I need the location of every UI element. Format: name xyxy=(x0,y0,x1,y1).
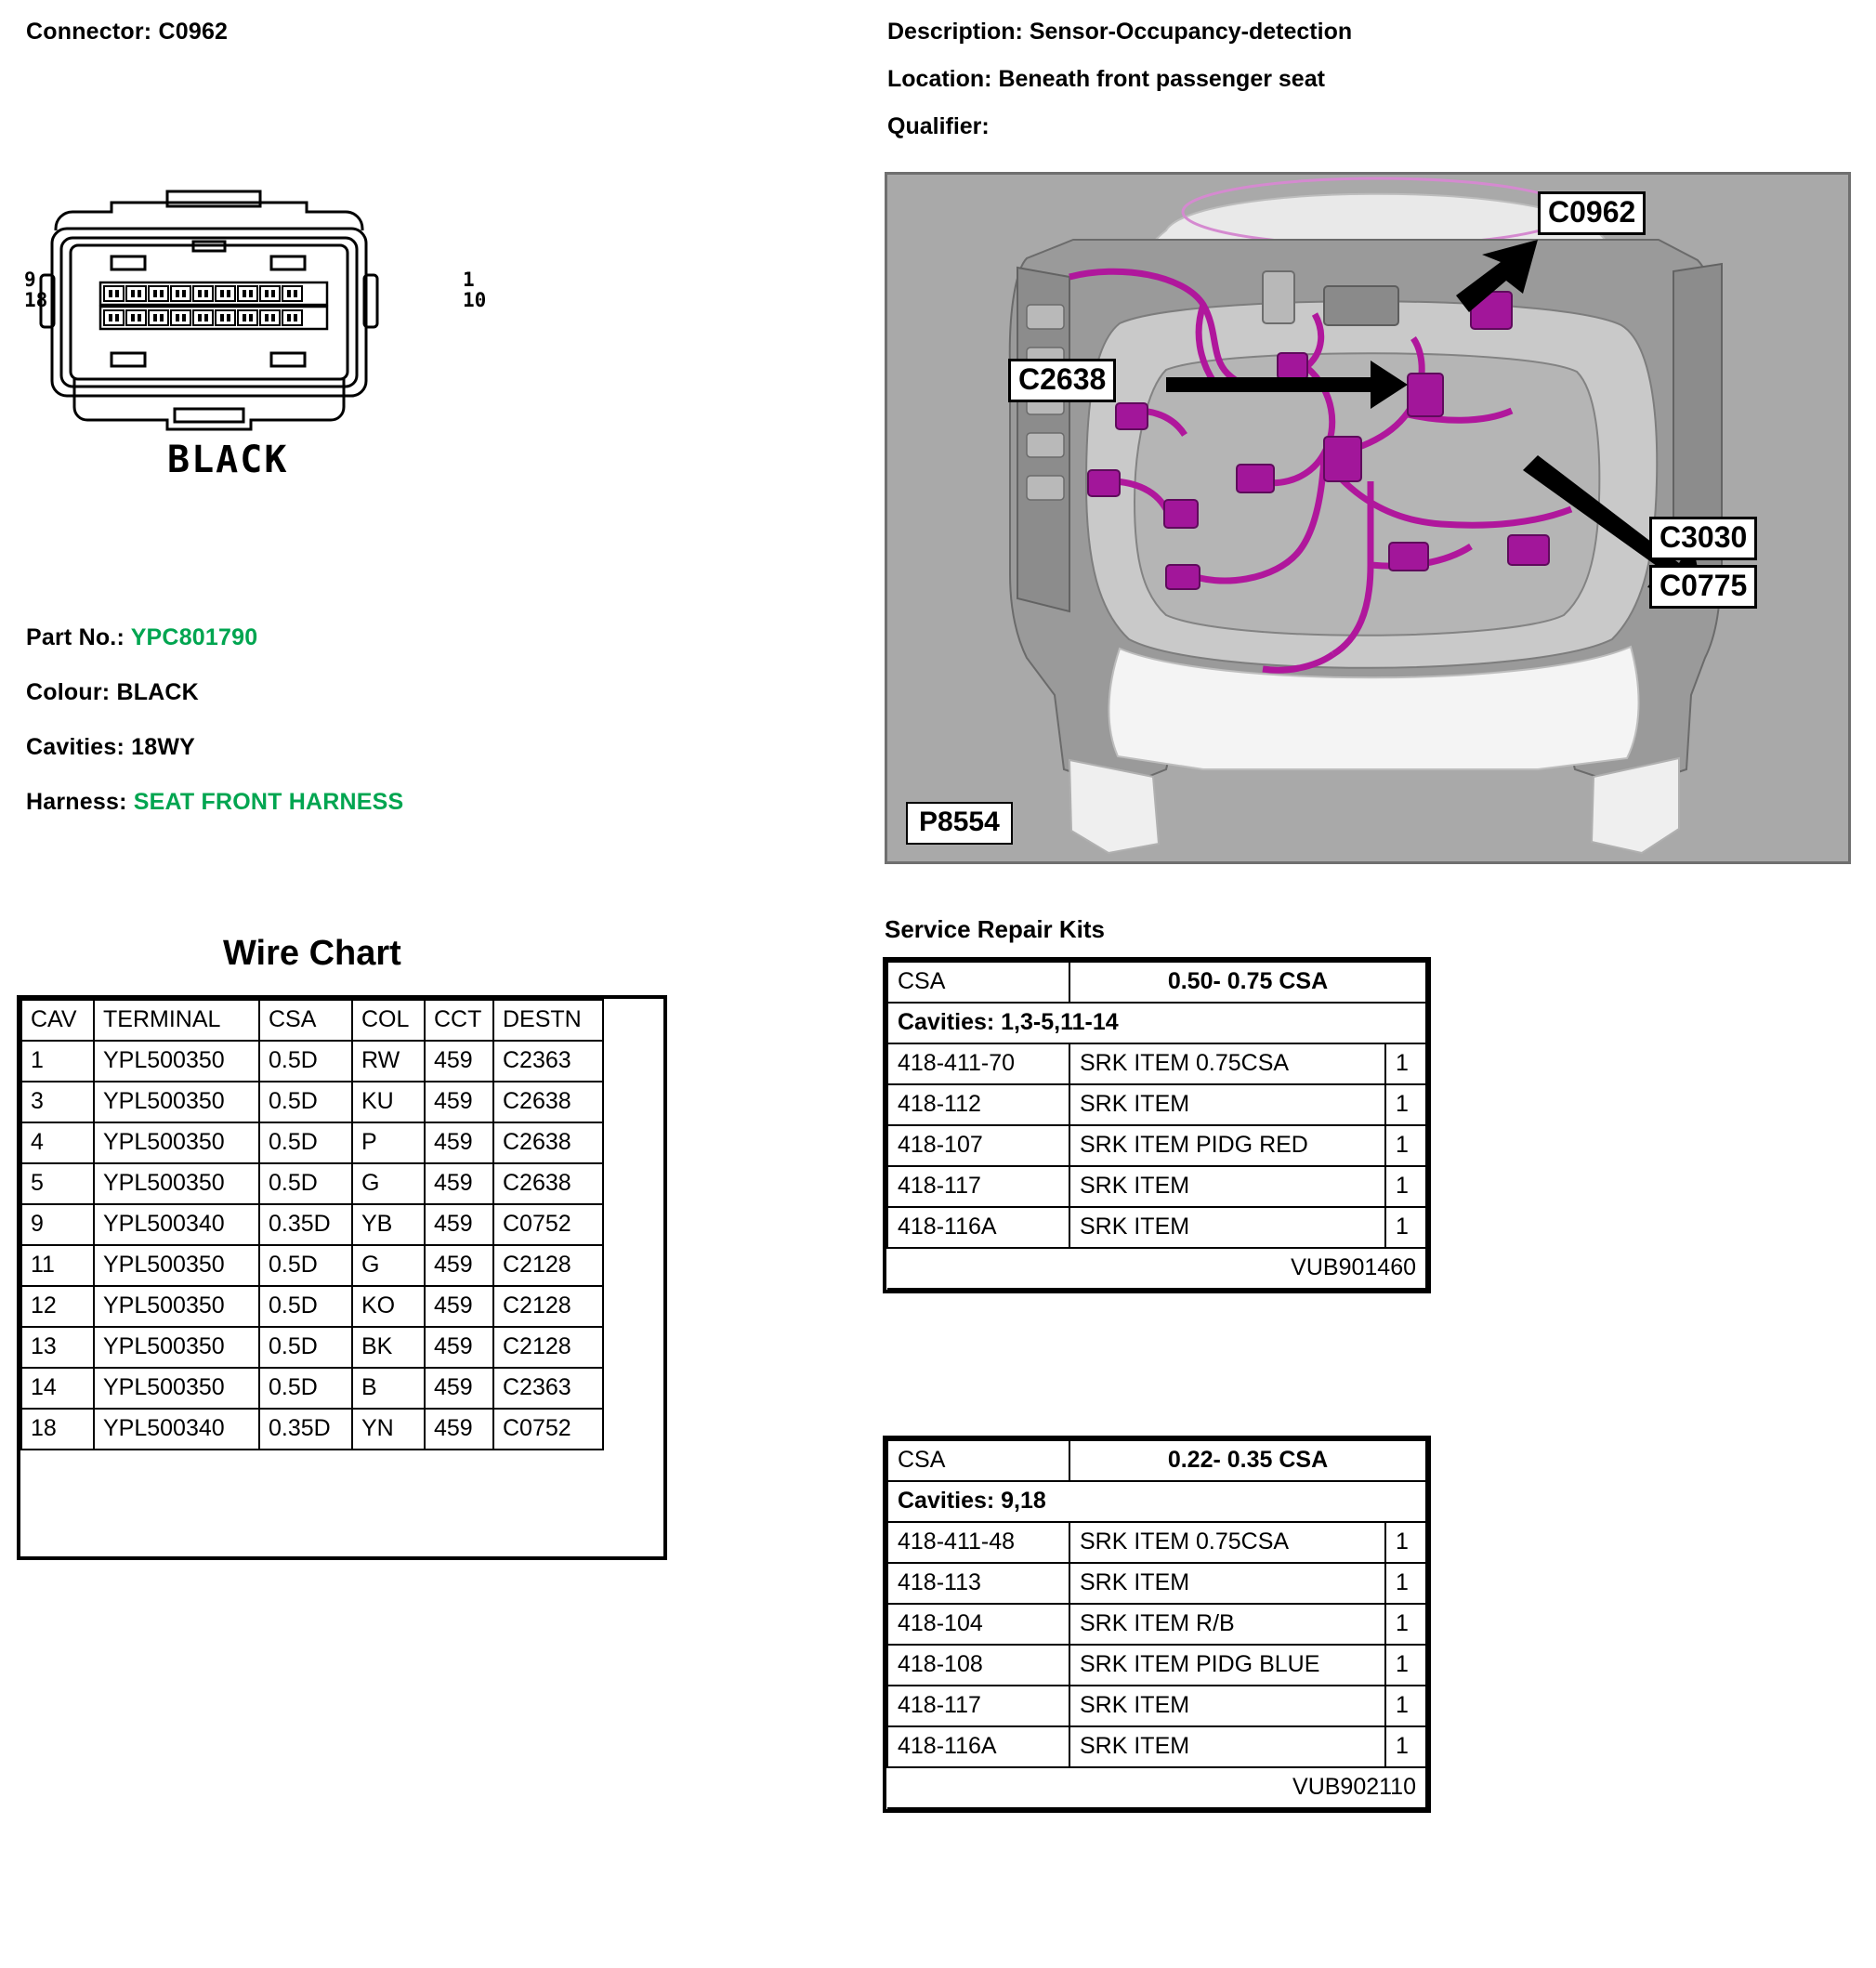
srk-range: 0.22- 0.35 CSA xyxy=(1069,1440,1426,1481)
srk-cavities-row xyxy=(887,1481,1426,1522)
location-value: Beneath front passenger seat xyxy=(998,66,1325,92)
cell-col: KO xyxy=(352,1286,425,1327)
service-repair-kit-1 xyxy=(883,957,1431,1293)
table-row xyxy=(887,1084,1426,1125)
srk-qty: 1 xyxy=(1385,1563,1426,1604)
srk-part-no: 418-117 xyxy=(887,1166,1069,1207)
cell-destn: C2638 xyxy=(493,1122,603,1163)
connector-line xyxy=(26,19,676,46)
srk-item-desc: SRK ITEM xyxy=(1069,1084,1385,1125)
srk-item-desc: SRK ITEM xyxy=(1069,1726,1385,1767)
cell-cct: 459 xyxy=(425,1082,493,1122)
cell-term: YPL500350 xyxy=(94,1041,259,1082)
table-row xyxy=(887,1563,1426,1604)
table-row xyxy=(21,1245,603,1286)
part-no-value: YPC801790 xyxy=(130,624,258,650)
srk-kit-number: VUB901460 xyxy=(887,1248,1426,1289)
pin-left-top: 9 xyxy=(24,269,36,291)
table-row xyxy=(887,1043,1426,1084)
wire-col-cct: CCT xyxy=(425,1000,493,1041)
cell-destn: C2638 xyxy=(493,1082,603,1122)
cell-term: YPL500350 xyxy=(94,1327,259,1368)
table-row xyxy=(887,1207,1426,1248)
srk-part-no: 418-108 xyxy=(887,1645,1069,1686)
cell-col: B xyxy=(352,1368,425,1409)
table-row xyxy=(21,1368,603,1409)
colour-value: BLACK xyxy=(116,679,199,705)
part-no-line xyxy=(26,624,639,651)
cell-col: YB xyxy=(352,1204,425,1245)
cell-csa: 0.5D xyxy=(259,1041,352,1082)
cell-csa: 0.5D xyxy=(259,1286,352,1327)
service-repair-kit-2 xyxy=(883,1436,1431,1813)
cell-csa: 0.5D xyxy=(259,1327,352,1368)
cell-cav: 1 xyxy=(21,1041,94,1082)
srk-item-desc: SRK ITEM xyxy=(1069,1686,1385,1726)
wire-chart-header-row xyxy=(21,1000,603,1041)
cell-cav: 5 xyxy=(21,1163,94,1204)
table-row xyxy=(887,1166,1426,1207)
srk-part-no: 418-104 xyxy=(887,1604,1069,1645)
connector-colour-caption: BLACK xyxy=(167,439,289,481)
cell-destn: C2128 xyxy=(493,1245,603,1286)
srk-item-desc: SRK ITEM PIDG RED xyxy=(1069,1125,1385,1166)
srk-cavities: Cavities: 9,18 xyxy=(887,1481,1426,1522)
srk-qty: 1 xyxy=(1385,1084,1426,1125)
cell-cav: 3 xyxy=(21,1082,94,1122)
cell-cct: 459 xyxy=(425,1204,493,1245)
srk-part-no: 418-116A xyxy=(887,1726,1069,1767)
location-line xyxy=(887,66,1854,93)
srk-qty: 1 xyxy=(1385,1604,1426,1645)
cell-term: YPL500350 xyxy=(94,1245,259,1286)
cell-csa: 0.5D xyxy=(259,1245,352,1286)
srk-cavities-row xyxy=(887,1003,1426,1043)
cell-csa: 0.35D xyxy=(259,1204,352,1245)
cell-cct: 459 xyxy=(425,1122,493,1163)
srk-item-desc: SRK ITEM xyxy=(1069,1166,1385,1207)
photo-callout-c2638: C2638 xyxy=(1008,359,1116,402)
cell-cav: 11 xyxy=(21,1245,94,1286)
table-row xyxy=(887,1522,1426,1563)
srk-qty: 1 xyxy=(1385,1686,1426,1726)
cell-col: P xyxy=(352,1122,425,1163)
cell-destn: C2128 xyxy=(493,1286,603,1327)
cavities-value: 18WY xyxy=(131,734,196,760)
photo-callout-c3030: C3030 xyxy=(1649,517,1757,560)
service-repair-kits-title: Service Repair Kits xyxy=(885,915,1106,943)
table-row xyxy=(21,1409,603,1450)
srk-qty: 1 xyxy=(1385,1522,1426,1563)
cell-destn: C0752 xyxy=(493,1204,603,1245)
cell-term: YPL500350 xyxy=(94,1122,259,1163)
description-value: Sensor-Occupancy-detection xyxy=(1029,19,1353,45)
cell-term: YPL500350 xyxy=(94,1368,259,1409)
srk-item-desc: SRK ITEM PIDG BLUE xyxy=(1069,1645,1385,1686)
srk-kit-number: VUB902110 xyxy=(887,1767,1426,1808)
srk-csa-header: CSA xyxy=(887,962,1069,1003)
photo-callout-c0775: C0775 xyxy=(1649,565,1757,609)
srk-table-2 xyxy=(886,1439,1427,1809)
srk-part-no: 418-113 xyxy=(887,1563,1069,1604)
srk-header-row xyxy=(887,962,1426,1003)
connector-specs xyxy=(26,624,639,844)
table-row xyxy=(887,1125,1426,1166)
description-line xyxy=(887,19,1854,46)
cell-col: KU xyxy=(352,1082,425,1122)
srk-csa-header: CSA xyxy=(887,1440,1069,1481)
photo-callout-c0962: C0962 xyxy=(1538,191,1646,235)
location-label: Location: xyxy=(887,66,992,92)
srk-cavities: Cavities: 1,3-5,11-14 xyxy=(887,1003,1426,1043)
connector-face-drawing xyxy=(19,186,502,520)
table-row xyxy=(887,1686,1426,1726)
srk-footer-row xyxy=(887,1767,1426,1808)
connector-header xyxy=(26,19,676,53)
cell-cct: 459 xyxy=(425,1327,493,1368)
cell-cav: 14 xyxy=(21,1368,94,1409)
srk-qty: 1 xyxy=(1385,1726,1426,1767)
srk-header-row xyxy=(887,1440,1426,1481)
cell-destn: C2128 xyxy=(493,1327,603,1368)
harness-label: Harness: xyxy=(26,789,127,815)
srk-part-no: 418-107 xyxy=(887,1125,1069,1166)
cell-cav: 12 xyxy=(21,1286,94,1327)
cell-destn: C0752 xyxy=(493,1409,603,1450)
table-row xyxy=(887,1604,1426,1645)
cell-term: YPL500350 xyxy=(94,1163,259,1204)
cell-cct: 459 xyxy=(425,1286,493,1327)
cell-cct: 459 xyxy=(425,1245,493,1286)
cell-cav: 9 xyxy=(21,1204,94,1245)
cell-term: YPL500340 xyxy=(94,1204,259,1245)
wire-col-destn: DESTN xyxy=(493,1000,603,1041)
table-row xyxy=(21,1163,603,1204)
qualifier-label: Qualifier: xyxy=(887,113,990,139)
srk-item-desc: SRK ITEM 0.75CSA xyxy=(1069,1043,1385,1084)
cell-csa: 0.35D xyxy=(259,1409,352,1450)
pin-right-bottom: 10 xyxy=(463,289,487,312)
colour-line xyxy=(26,679,639,706)
cell-col: YN xyxy=(352,1409,425,1450)
srk-item-desc: SRK ITEM xyxy=(1069,1207,1385,1248)
wire-chart-title: Wire Chart xyxy=(223,934,401,973)
cell-col: G xyxy=(352,1163,425,1204)
srk-item-desc: SRK ITEM 0.75CSA xyxy=(1069,1522,1385,1563)
cell-destn: C2363 xyxy=(493,1368,603,1409)
table-row xyxy=(21,1122,603,1163)
cell-csa: 0.5D xyxy=(259,1082,352,1122)
cell-cct: 459 xyxy=(425,1041,493,1082)
harness-line xyxy=(26,789,639,816)
wire-col-csa: CSA xyxy=(259,1000,352,1041)
colour-label: Colour: xyxy=(26,679,111,705)
cell-term: YPL500350 xyxy=(94,1082,259,1122)
wire-col-cav: CAV xyxy=(21,1000,94,1041)
srk-item-desc: SRK ITEM R/B xyxy=(1069,1604,1385,1645)
table-row xyxy=(21,1204,603,1245)
cell-csa: 0.5D xyxy=(259,1368,352,1409)
srk-qty: 1 xyxy=(1385,1207,1426,1248)
srk-qty: 1 xyxy=(1385,1043,1426,1084)
location-photo xyxy=(885,172,1851,864)
cell-cct: 459 xyxy=(425,1409,493,1450)
cell-csa: 0.5D xyxy=(259,1163,352,1204)
cell-cav: 13 xyxy=(21,1327,94,1368)
pin-left-bottom: 18 xyxy=(24,289,48,312)
srk-qty: 1 xyxy=(1385,1125,1426,1166)
srk-table-1 xyxy=(886,961,1427,1290)
location-header xyxy=(887,19,1854,161)
srk-item-desc: SRK ITEM xyxy=(1069,1563,1385,1604)
cell-cav: 4 xyxy=(21,1122,94,1163)
description-label: Description: xyxy=(887,19,1023,45)
cell-destn: C2363 xyxy=(493,1041,603,1082)
srk-part-no: 418-117 xyxy=(887,1686,1069,1726)
pin-numbers-right xyxy=(463,269,486,310)
cell-col: G xyxy=(352,1245,425,1286)
pin-numbers-left xyxy=(24,269,47,310)
cell-col: RW xyxy=(352,1041,425,1082)
cell-destn: C2638 xyxy=(493,1163,603,1204)
cell-csa: 0.5D xyxy=(259,1122,352,1163)
pin-right-top: 1 xyxy=(463,269,475,291)
table-row xyxy=(21,1286,603,1327)
srk-part-no: 418-116A xyxy=(887,1207,1069,1248)
srk-part-no: 418-112 xyxy=(887,1084,1069,1125)
cavities-label: Cavities: xyxy=(26,734,125,760)
table-row xyxy=(21,1082,603,1122)
qualifier-line xyxy=(887,113,1854,140)
cell-cav: 18 xyxy=(21,1409,94,1450)
cell-cct: 459 xyxy=(425,1163,493,1204)
table-row xyxy=(887,1645,1426,1686)
table-row xyxy=(887,1726,1426,1767)
table-row xyxy=(21,1041,603,1082)
srk-qty: 1 xyxy=(1385,1645,1426,1686)
connector-value: C0962 xyxy=(158,19,229,45)
cell-term: YPL500350 xyxy=(94,1286,259,1327)
photo-image-id: P8554 xyxy=(906,802,1013,845)
cell-col: BK xyxy=(352,1327,425,1368)
srk-part-no: 418-411-70 xyxy=(887,1043,1069,1084)
wire-col-terminal: TERMINAL xyxy=(94,1000,259,1041)
cell-term: YPL500340 xyxy=(94,1409,259,1450)
srk-part-no: 418-411-48 xyxy=(887,1522,1069,1563)
cavities-line xyxy=(26,734,639,761)
srk-footer-row xyxy=(887,1248,1426,1289)
wire-chart-table xyxy=(20,999,604,1450)
table-row xyxy=(21,1327,603,1368)
srk-range: 0.50- 0.75 CSA xyxy=(1069,962,1426,1003)
cell-cct: 459 xyxy=(425,1368,493,1409)
part-no-label: Part No.: xyxy=(26,624,125,650)
harness-value: SEAT FRONT HARNESS xyxy=(133,789,404,815)
srk-qty: 1 xyxy=(1385,1166,1426,1207)
connector-label: Connector: xyxy=(26,19,152,45)
wire-col-col: COL xyxy=(352,1000,425,1041)
